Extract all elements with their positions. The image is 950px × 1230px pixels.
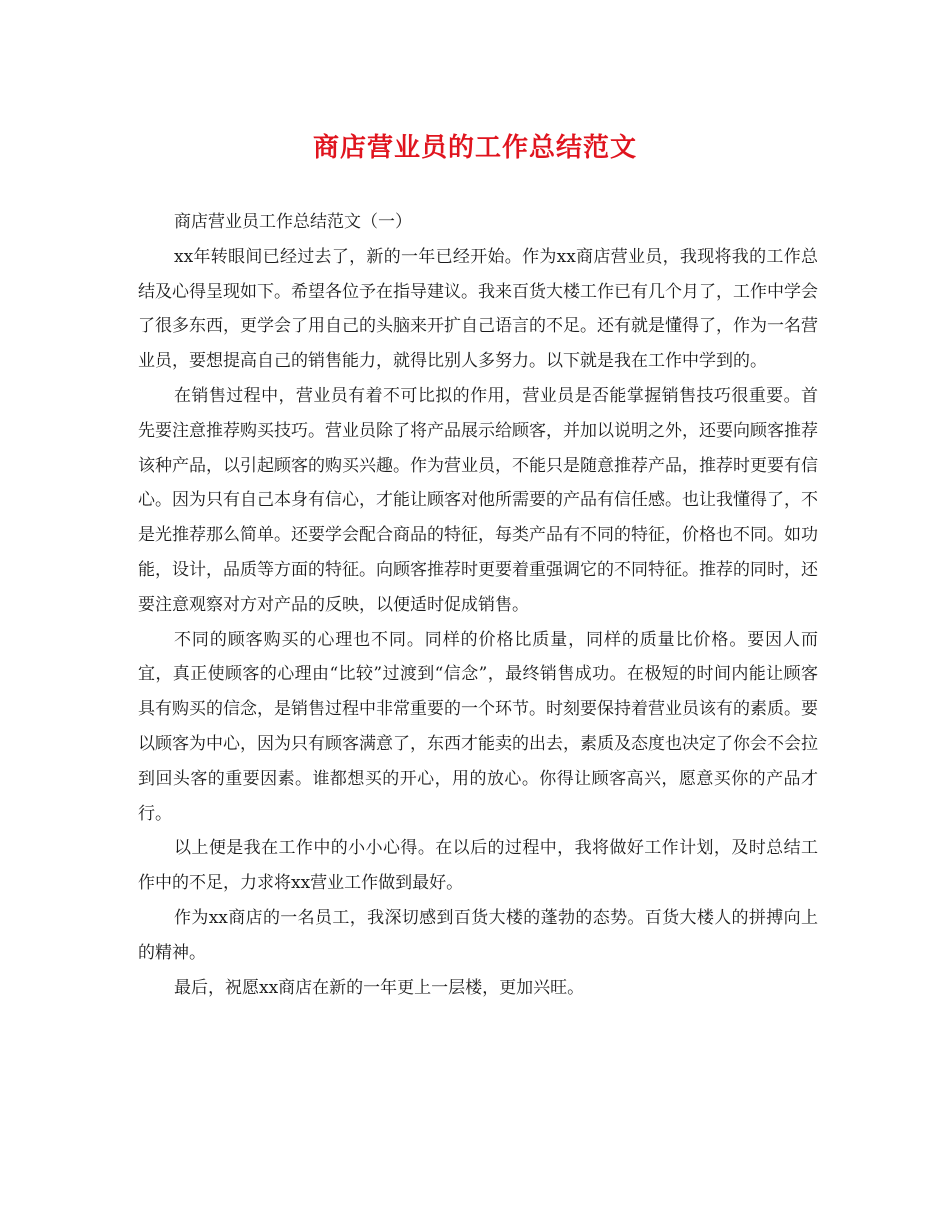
paragraph-customer-psychology: 不同的顾客购买的心理也不同。同样的价格比质量，同样的质量比价格。要因人而宜，真正使顾客的心理由“比较”过渡到“信念”，最终销售成功。在极短的时间内能让顾客具有购买的信念，是销售过程中非常重要的一个环节。时刻要保持着营业员该有的素质。要以顾客为中心，因为只有顾客满意了，东西才能卖的出去，素质及态度也决定了你会不会拉到回头客的重要因素。谁都想买的开心，用的放心。你得让顾客高兴，愿意买你的产品才行。 xyxy=(138,629,818,824)
paragraph-feeling: 作为xx商店的一名员工，我深切感到百货大楼的蓬勃的态势。百货大楼人的拼搏向上的精神。 xyxy=(138,907,818,963)
paragraph-summary: 以上便是我在工作中的小小心得。在以后的过程中，我将做好工作计划，及时总结工作中的不足，力求将xx营业工作做到最好。 xyxy=(138,838,818,894)
document-title: 商店营业员的工作总结范文 xyxy=(312,133,637,163)
document-body xyxy=(138,205,818,1005)
paragraph-heading: 商店营业员工作总结范文（一） xyxy=(174,212,412,232)
paragraph-intro: xx年转眼间已经过去了，新的一年已经开始。作为xx商店营业员，我现将我的工作总结及心得呈现如下。希望各位予在指导建议。我来百货大楼工作已有几个月了，工作中学会了很多东西，更学会了用自己的头脑来开扩自己语言的不足。还有就是懂得了，作为一名营业员，要想提高自己的销售能力，就得比别人多努力。以下就是我在工作中学到的。 xyxy=(138,246,818,372)
paragraph-sales-skills: 在销售过程中，营业员有着不可比拟的作用，营业员是否能掌握销售技巧很重要。首先要注意推荐购买技巧。营业员除了将产品展示给顾客，并加以说明之外，还要向顾客推荐该种产品，以引起顾客的购买兴趣。作为营业员，不能只是随意推荐产品，推荐时更要有信心。因为只有自己本身有信心，才能让顾客对他所需要的产品有信任感。也让我懂得了，不是光推荐那么简单。还要学会配合商品的特征，每类产品有不同的特征，价格也不同。如功能，设计，品质等方面的特征。向顾客推荐时更要着重强调它的不同特征。推荐的同时，还要注意观察对方对产品的反映，以便适时促成销售。 xyxy=(138,385,818,615)
paragraph-closing: 最后，祝愿xx商店在新的一年更上一层楼，更加兴旺。 xyxy=(174,977,585,998)
